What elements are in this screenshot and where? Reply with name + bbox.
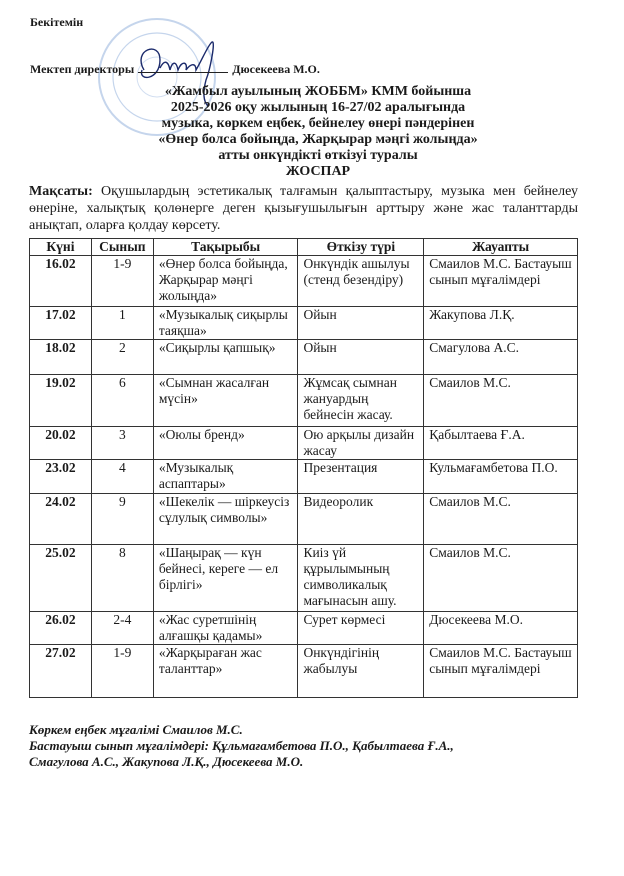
cell-date: 23.02	[30, 460, 92, 494]
cell-grade: 9	[91, 494, 153, 545]
cell-form: Презентация	[298, 460, 424, 494]
cell-topic: «Шаңырақ — күн бейнесі, кереге — ел бірлігі»	[153, 545, 298, 612]
cell-responsible: Смаилов М.С.	[424, 545, 578, 612]
plan-table	[29, 238, 578, 698]
table-row	[30, 375, 578, 427]
cell-grade: 2-4	[91, 612, 153, 645]
goal-text: Оқушылардың эстетикалық талғамын қалыптастыру, музыка мен бейнелеу өнеріне, халықтық қолөнерге деген қызығушылығын арттыру және жас таланттарды анықтап, оларға қолдау көрсету.	[29, 184, 578, 233]
cell-topic: «Шекелік — шіркеусіз сұлулық символы»	[153, 494, 298, 545]
cell-responsible: Жакупова Л.Қ.	[424, 307, 578, 340]
table-row	[30, 340, 578, 375]
table-row	[30, 307, 578, 340]
table-row	[30, 545, 578, 612]
cell-topic: «Сымнан жасалған мүсін»	[153, 375, 298, 427]
cell-form: Видеоролик	[298, 494, 424, 545]
table-row	[30, 494, 578, 545]
footer-line: Смагулова А.С., Жакупова Л.Қ., Дюсекеева М.О.	[29, 754, 304, 769]
title-line: музыка, көркем еңбек, бейнелеу өнері пәндерінен	[161, 116, 475, 131]
director-line	[30, 60, 320, 77]
approval-label: Бекітемін	[30, 15, 84, 29]
cell-responsible: Кульмағамбетова П.О.	[424, 460, 578, 494]
cell-grade: 4	[91, 460, 153, 494]
header-form: Өткізу түрі	[298, 239, 424, 256]
cell-responsible: Смаилов М.С.	[424, 494, 578, 545]
cell-form: Онкүндігінің жабылуы	[298, 645, 424, 698]
cell-topic: «Сиқырлы қапшық»	[153, 340, 298, 375]
cell-topic: «Жас суретшінің алғашқы қадамы»	[153, 612, 298, 645]
cell-date: 25.02	[30, 545, 92, 612]
cell-grade: 6	[91, 375, 153, 427]
cell-topic: «Өнер болса бойыңда, Жарқырар мәңгі жолыңда»	[153, 256, 298, 307]
cell-form: Онкүндік ашылуы (стенд безендіру)	[298, 256, 424, 307]
cell-date: 19.02	[30, 375, 92, 427]
director-name: Дюсекеева М.О.	[232, 62, 320, 76]
header-grade: Сынып	[91, 239, 153, 256]
cell-date: 20.02	[30, 427, 92, 460]
title-line: 2025-2026 оқу жылының 16-27/02 аралығында	[170, 100, 466, 115]
cell-form: Киіз үй құрылымының символикалық мағынасын ашу.	[298, 545, 424, 612]
cell-topic: «Музыкалық аспаптары»	[153, 460, 298, 494]
title-line: «Жамбыл ауылының ЖОББМ» КММ бойынша	[164, 84, 472, 99]
cell-form: Сурет көрмесі	[298, 612, 424, 645]
cell-responsible: Смаилов М.С. Бастауыш сынып мұғалімдері	[424, 256, 578, 307]
cell-grade: 2	[91, 340, 153, 375]
cell-form: Ою арқылы дизайн жасау	[298, 427, 424, 460]
goal-label: Мақсаты:	[29, 184, 93, 199]
cell-grade: 1	[91, 307, 153, 340]
cell-responsible: Дюсекеева М.О.	[424, 612, 578, 645]
goal-paragraph	[29, 183, 578, 234]
cell-responsible: Смагулова А.С.	[424, 340, 578, 375]
cell-date: 18.02	[30, 340, 92, 375]
cell-topic: «Оюлы бренд»	[153, 427, 298, 460]
signatories	[29, 722, 454, 770]
cell-date: 27.02	[30, 645, 92, 698]
header-topic: Тақырыбы	[153, 239, 298, 256]
director-label: Мектеп директоры	[30, 62, 135, 76]
title-line: ЖОСПАР	[285, 164, 351, 179]
footer-line: Бастауыш сынып мұғалімдері: Құльмағамбетова П.О., Қабылтаева Ғ.А.,	[29, 738, 454, 753]
table-header-row	[30, 239, 578, 256]
cell-responsible: Қабылтаева Ғ.А.	[424, 427, 578, 460]
document-title	[0, 84, 624, 180]
cell-grade: 1-9	[91, 256, 153, 307]
cell-topic: «Жарқыраған жас таланттар»	[153, 645, 298, 698]
header-responsible: Жауапты	[424, 239, 578, 256]
cell-date: 26.02	[30, 612, 92, 645]
cell-responsible: Смаилов М.С.	[424, 375, 578, 427]
table-row	[30, 612, 578, 645]
cell-date: 16.02	[30, 256, 92, 307]
footer-line: Көркем еңбек мұғалімі Смаилов М.С.	[29, 722, 243, 737]
title-line: «Өнер болса бойыңда, Жарқырар мәңгі жолыңда»	[158, 132, 478, 147]
signature-line	[138, 60, 228, 73]
cell-form: Жұмсақ сымнан жануардың бейнесін жасау.	[298, 375, 424, 427]
title-line: атты онкүндікті өткізуі туралы	[218, 148, 418, 163]
cell-grade: 3	[91, 427, 153, 460]
table-row	[30, 256, 578, 307]
cell-grade: 8	[91, 545, 153, 612]
cell-responsible: Смаилов М.С. Бастауыш сынып мұғалімдері	[424, 645, 578, 698]
cell-form: Ойын	[298, 307, 424, 340]
cell-date: 17.02	[30, 307, 92, 340]
table-row	[30, 427, 578, 460]
cell-form: Ойын	[298, 340, 424, 375]
table-row	[30, 645, 578, 698]
header-date: Күні	[30, 239, 92, 256]
cell-date: 24.02	[30, 494, 92, 545]
cell-topic: «Музыкалық сиқырлы таяқша»	[153, 307, 298, 340]
cell-grade: 1-9	[91, 645, 153, 698]
table-row	[30, 460, 578, 494]
